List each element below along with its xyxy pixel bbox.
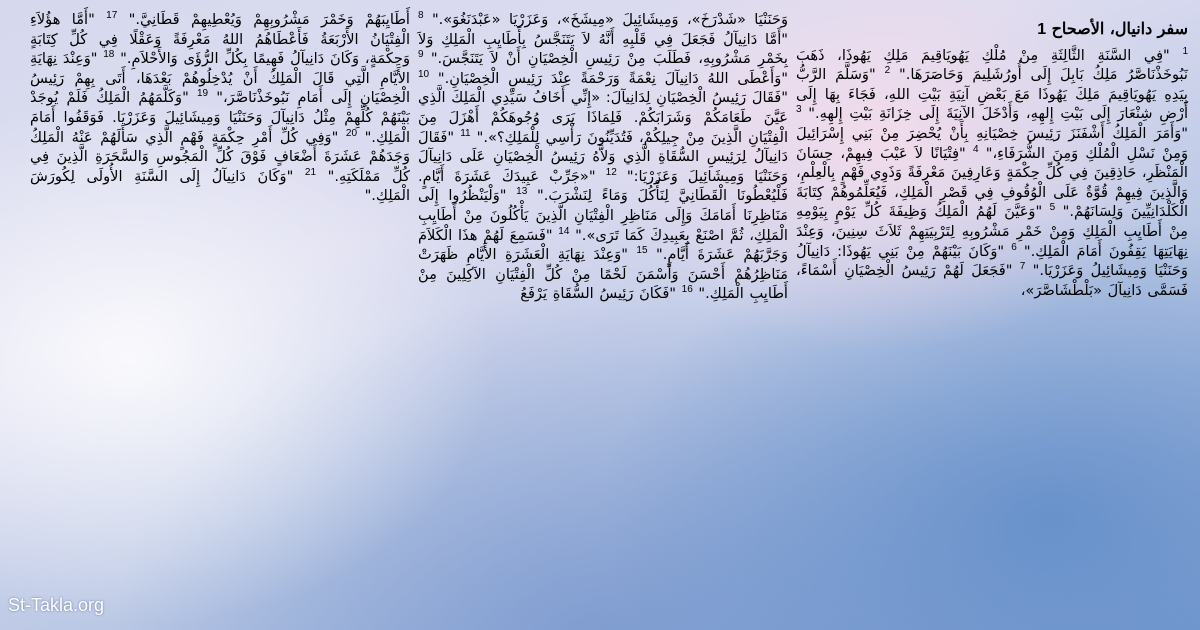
verse-number: 17 [106, 10, 118, 22]
verse-number: 1 [1182, 45, 1188, 57]
verse-text: "فِتْيَانًا لاَ عَيْبَ فِيهِمْ، حِسَانَ الْمَنْظَرِ، حَاذِقِينَ فِي كُلِّ حِكْمَةٍ وَعَارِفِينَ مَعْرِفَةً وَذَوِي فَهْمٍ بِالْعِلْمِ، وَالَّذِينَ فِيهِمْ قُوَّةٌ عَلَى الْوُقُوفِ فِي قَصْرِ الْمَلِكِ، فَيُعَلِّمُوهُمْ كِتَابَةَ الْكَلْدَانِيِّينَ وَلِسَانَهُمْ." [796, 144, 1188, 221]
verse-text: "فَقَالَ رَئِيسُ الْخِصْيَانِ لِدَانِيآلَ: «إِنِّي أَخَافُ سَيِّدِي الْمَلِكَ الَّذِي عَيَّنَ طَعَامَكُمْ وَشَرَابَكُمْ. فَلِمَاذَا يَرَى وُجُوهَكُمْ أَهْزَلَ مِنَ الْفِتْيَانِ الَّذِينَ مِنْ جِيلِكُمْ، فَتُدَيِّنُونَ رَأْسِي لِلْمَلِكِ؟»." [418, 89, 788, 146]
verse-text: وَحَنَنْيَا «شَدْرَخَ»، وَمِيشَائِيلَ «مِيشَخَ»، وَعَزَرْيَا «عَبْدَنَغُوَ»." [423, 11, 788, 28]
verse-number: 15 [636, 245, 648, 257]
verse-number: 19 [196, 88, 209, 100]
verse-number: 6 [1011, 241, 1017, 253]
verse-number: 16 [681, 284, 693, 296]
text-column-left [30, 10, 410, 206]
verse-number: 18 [103, 49, 115, 61]
column-body [30, 10, 410, 206]
verse-number: 12 [605, 166, 617, 178]
verse-number: 13 [516, 186, 528, 198]
verse-number: 10 [418, 68, 430, 80]
column-body [418, 10, 788, 304]
verse-text: "فَقَالَ دَانِيآلُ لِرَئِيسِ السُّقَاةِ الَّذِي وَلاَّهُ رَئِيسُ الْخِصْيَانِ عَلَى دَانِيآلَ وَحَنَنْيَا وَمِيشَائِيلَ وَعَزَرْيَا:" [418, 128, 788, 185]
verse-text: "وَأَعْطَى اللهُ دَانِيآلَ نِعْمَةً وَرَحْمَةً عِنْدَ رَئِيسِ الْخِصْيَانِ." [429, 69, 788, 87]
verse-number: 7 [1019, 261, 1026, 273]
verse-number: 14 [558, 225, 570, 237]
verse-text: "وَسَلَّمَ الرَّبُّ بِيَدِهِ يَهُويَاقِيمَ مَلِكَ يَهُوذَا مَعَ بَعْضِ آنِيَةِ بَيْتِ اللهِ، فَجَاءَ بِهَا إِلَى أَرْضِ شِنْعَارَ إِلَى بَيْتِ إِلهِهِ، وَأَدْخَلَ الآنِيَةَ إِلَى خِزَانَةِ بَيْتِ إِلهِهِ." [796, 66, 1188, 123]
verse-text: "وَأَمَرَ الْمَلِكُ أَشْفَنَزَ رَئِيسَ خِصْيَانِهِ بِأَنْ يُحْضِرَ مِنْ بَنِي إِسْرَائِيلَ وَمِنْ نَسْلِ الْمُلْكِ وَمِنَ الشُّرَفَاءِ،" [796, 124, 1188, 162]
verse-number: 20 [345, 127, 358, 139]
verse-text: "وَلْيَنْظُرُوا إِلَى مَنَاظِرِنَا أَمَامَكَ وَإِلَى مَنَاظِرِ الْفِتْيَانِ الَّذِينَ يَأْكُلُونَ مِنْ أَطَايِبِ الْمَلِكِ، ثُمَّ اصْنَعْ بِعَبِيدِكَ كَمَا تَرَى»." [418, 187, 788, 244]
verse-text: أَطَايِبَهُمْ وَخَمْرَ مَشْرُوبِهِمْ وَيُعْطِيهِمْ قَطَانِيَّ." [117, 11, 410, 28]
text-column-middle [418, 10, 788, 304]
verse-text: "«جَرِّبْ عَبِيدَكَ عَشَرَةَ أَيَّامٍ. فَلْيُعْطُونَا الْقَطَانِيَّ لِنَأْكُلَ وَمَاءً لِنَشْرَبَ." [418, 167, 788, 205]
verse-number: 9 [418, 49, 424, 61]
verse-number: 4 [972, 143, 979, 155]
chapter-title: سفر دانيال، الأصحاح 1 [1037, 21, 1188, 38]
verse-number: 3 [796, 104, 802, 116]
verse-number: 2 [884, 65, 891, 77]
verse-text: "وَعِنْدَ نِهَايَةِ الْعَشَرَةِ الأَيَّامِ ظَهَرَتْ مَنَاظِرُهُمْ أَحْسَنَ وَأَسْمَنَ لَحْمًا مِنْ كُلِّ الْفِتْيَانِ الآكِلِينَ مِنْ أَطَايِبِ الْمَلِكِ." [418, 246, 788, 303]
verse-text: "فَكَانَ رَئِيسُ السُّقَاةِ يَرْفَعُ [520, 285, 682, 303]
verse-number: 11 [460, 127, 471, 139]
text-column-right [796, 10, 1188, 300]
verse-text: "وَكَانَ دَانِيآلُ إِلَى السَّنَةِ الأُولَى لِكُورَشَ الْمَلِكِ." [30, 167, 410, 205]
verse-text: "وَعِنْدَ نِهَايَةِ الأَيَّامِ الَّتِي قَالَ الْمَلِكُ أَنْ يُدْخِلُوهُمْ بَعْدَهَا، أَتَى بِهِمْ رَئِيسُ الْخِصْيَانِ إِلَى أَمَامِ نَبُوخَذْنَاصَّرَ،" [30, 50, 410, 107]
verse-number: 5 [1049, 202, 1056, 214]
site-watermark: St-Takla.org [8, 595, 105, 615]
verse-text: "أَمَّا هؤُلاَءِ الْفِتْيَانُ الأَرْبَعَةُ فَأَعْطَاهُمُ اللهُ مَعْرِفَةً وَعَقْلًا فِي كُلِّ كِتَابَةٍ وَحِكْمَةٍ، وَكَانَ دَانِيآلُ فَهِيمًا بِكُلِّ الرُّؤَى وَالأَحْلاَمِ." [30, 11, 410, 68]
verse-text: "فِي السَّنَةِ الثَّالِثَةِ مِنْ مُلْكِ يَهُويَاقِيمَ مَلِكِ يَهُوذَا، ذَهَبَ نَبُوخَذْنَاصَّرُ مَلِكُ بَابِلَ إِلَى أُورُشَلِيمَ وَحَاصَرَهَا." [796, 46, 1188, 84]
verse-text: "وَعَيَّنَ لَهُمُ الْمَلِكُ وَظِيفَةَ كُلِّ يَوْمٍ بِيَوْمِهِ مِنْ أَطَايِبِ الْمَلِكِ وَمِنْ خَمْرِ مَشْرُوبِهِ لِتَرْبِيَتِهِمْ ثَلاَثَ سِنِينَ، وَعِنْدَ نِهَايَتِهَا يَقِفُونَ أَمَامَ الْمَلِكِ." [796, 203, 1188, 260]
verse-text: "وَكَانَ بَيْنَهُمْ مِنْ بَنِي يَهُوذَا: دَانِيآلُ وَحَنَنْيَا وَمِيشَائِيلُ وَعَزَرْيَا." [796, 242, 1188, 280]
verse-number: 8 [418, 10, 424, 22]
verse-text: "وَفِي كُلِّ أَمْرِ حِكْمَةٍ فَهْمٍ الَّذِي سَأَلَهُمْ عَنْهُ الْمَلِكُ وَجَدَهُمْ عَشَرَةَ أَضْعَافٍ فَوْقَ كُلِّ الْمَجُوسِ وَالسَّحَرَةِ الَّذِينَ فِي كُلِّ مَمْلَكَتِهِ." [30, 128, 410, 185]
column-body [796, 46, 1188, 301]
verse-number: 21 [304, 166, 317, 178]
verse-text: "فَجَعَلَ لَهُمْ رَئِيسُ الْخِصْيَانِ أَسْمَاءً، فَسَمَّى دَانِيآلَ «بَلْطْشَاصَّرَ»، [796, 262, 1188, 299]
verse-text: "أَمَّا دَانِيآلُ فَجَعَلَ فِي قَلْبِهِ أَنَّهُ لاَ يَتَنَجَّسُ بِأَطَايِبِ الْمَلِكِ وَلاَ بِخَمْرِ مَشْرُوبِهِ، فَطَلَبَ مِنْ رَئِيسِ الْخِصْيَانِ أَنْ لاَ يَتَنَجَّسَ." [418, 30, 788, 68]
verse-text: "فَسَمِعَ لَهُمْ هذَا الْكَلاَمَ وَجَرَّبَهُمْ عَشَرَةَ أَيَّامٍ." [418, 226, 788, 264]
verse-text: "وَكَلَّمَهُمُ الْمَلِكُ فَلَمْ يُوجَدْ بَيْنَهُمْ كُلِّهِمْ مِثْلُ دَانِيآلَ وَحَنَنْيَا وَمِيشَائِيلَ وَعَزَرْيَا. فَوَقَفُوا أَمَامَ الْمَلِكِ." [30, 89, 411, 146]
